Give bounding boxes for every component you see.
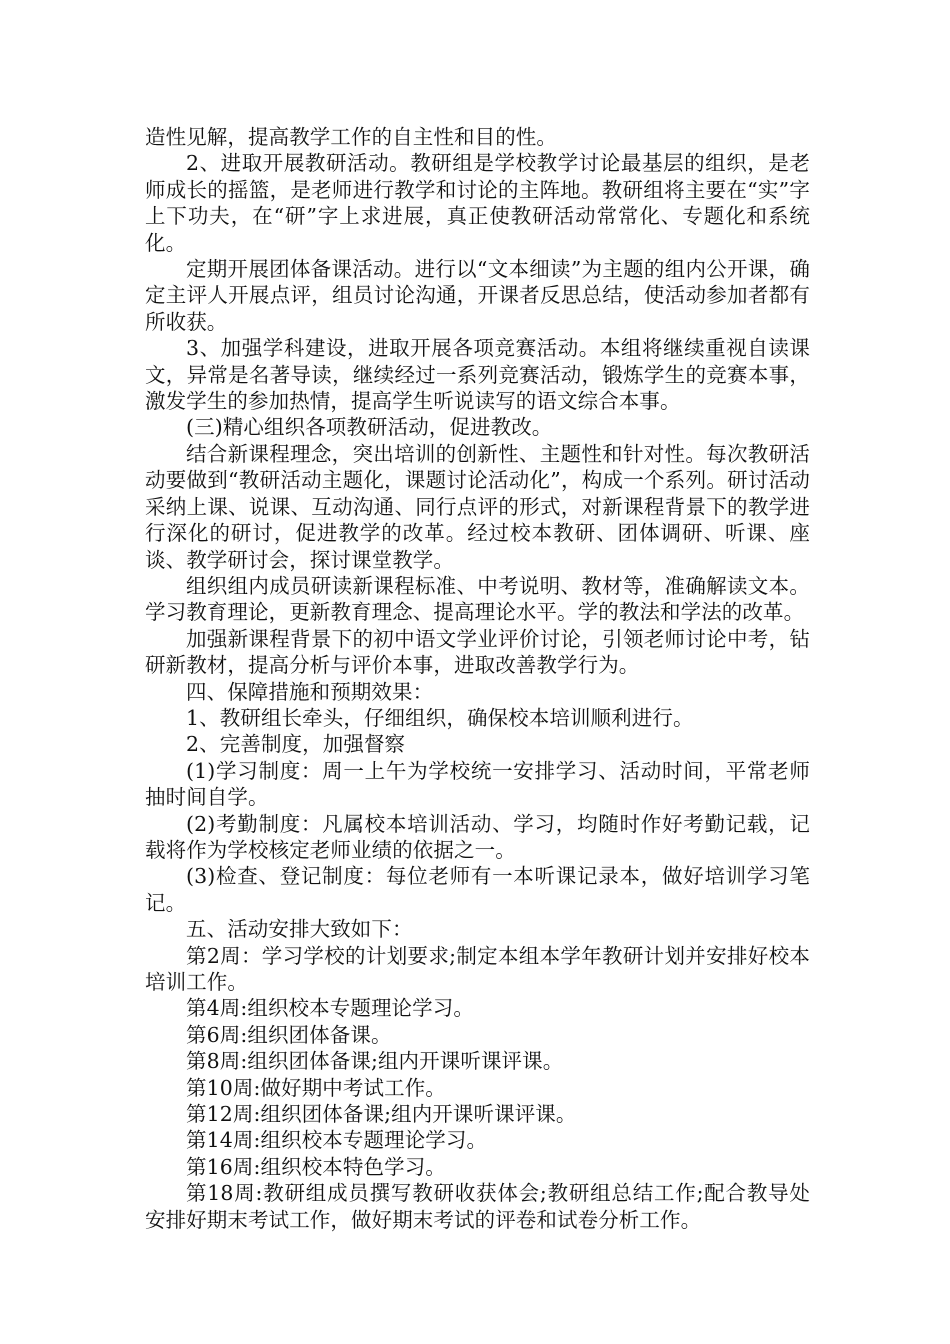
paragraph-11: 2、完善制度，加强督察: [186, 732, 406, 757]
paragraph-1: 造性见解，提高教学工作的自主性和目的性。: [145, 125, 557, 149]
section-heading-4: 四、保障措施和预期效果：: [186, 679, 434, 704]
paragraph-7: 组织组内成员研读新课程标准、中考说明、教材等，准确解读文本。学习教育理论，更新教育理念、提高理论水平。学的教法和学法的改革。: [145, 573, 810, 625]
paragraph-4: 3、加强学科建设，进取开展各项竞赛活动。本组将继续重视自读课文，异常是名著导读，继续经过一系列竞赛活动，锻炼学生的竞赛本事，激发学生的参加热情，提高学生听说读写的语文综合本事。: [145, 336, 810, 414]
schedule-item-week-14: 第14周:组织校本专题理论学习。: [186, 1128, 488, 1153]
schedule-item-week-10: 第10周:做好期中考试工作。: [186, 1075, 446, 1100]
schedule-item-week-4: 第4周:组织校本专题理论学习。: [186, 996, 474, 1021]
paragraph-3: 定期开展团体备课活动。进行以“文本细读”为主题的组内公开课，确定主评人开展点评，组员讨论沟通，开课者反思总结，使活动参加者都有所收获。: [145, 257, 810, 334]
paragraph-6: 结合新课程理念，突出培训的创新性、主题性和针对性。每次教研活动要做到“教研活动主题化，课题讨论活动化”，构成一个系列。研讨活动采纳上课、说课、互动沟通、同行点评的形式，对新课程背景下的教学进行深化的研讨，促进教学的改革。经过校本教研、团体调研、听课、座谈、教学研讨会，探讨课堂教学。: [145, 441, 810, 572]
document-page: [145, 124, 810, 1233]
paragraph-10: 1、教研组长牵头，仔细组织，确保校本培训顺利进行。: [186, 705, 694, 730]
schedule-item-week-12: 第12周:组织团体备课;组内开课听课评课。: [186, 1102, 577, 1127]
paragraph-14: (3)检查、登记制度：每位老师有一本听课记录本，做好培训学习笔记。: [145, 864, 810, 915]
section-heading-3: (三)精心组织各项教研活动，促进教改。: [186, 415, 553, 440]
schedule-item-week-2: 第2周：学习学校的计划要求;制定本组本学年教研计划并安排好校本培训工作。: [145, 943, 810, 994]
schedule-item-week-6: 第6周:组织团体备课。: [186, 1022, 392, 1047]
paragraph-12: (1)学习制度：周一上午为学校统一安排学习、活动时间，平常老师抽时间自学。: [145, 758, 810, 810]
paragraph-13: (2)考勤制度：凡属校本培训活动、学习，均随时作好考勤记载，记载将作为学校核定老师业绩的依据之一。: [145, 811, 810, 862]
schedule-item-week-18: 第18周:教研组成员撰写教研收获体会;教研组总结工作;配合教导处安排好期末考试工作，做好期末考试的评卷和试卷分析工作。: [145, 1181, 810, 1232]
paragraph-2: 2、进取开展教研活动。教研组是学校教学讨论最基层的组织，是老师成长的摇篮，是老师进行教学和讨论的主阵地。教研组将主要在“实”字上下功夫，在“研”字上求进展，真正使教研活动常常化、专题化和系统化。: [145, 151, 810, 255]
schedule-item-week-8: 第8周:组织团体备课;组内开课听课评课。: [186, 1049, 564, 1074]
schedule-item-week-16: 第16周:组织校本特色学习。: [186, 1154, 446, 1179]
paragraph-8: 加强新课程背景下的初中语文学业评价讨论，引领老师讨论中考，钻研新教材，提高分析与评价本事，进取改善教学行为。: [145, 626, 810, 678]
section-heading-5: 五、活动安排大致如下：: [186, 917, 413, 942]
